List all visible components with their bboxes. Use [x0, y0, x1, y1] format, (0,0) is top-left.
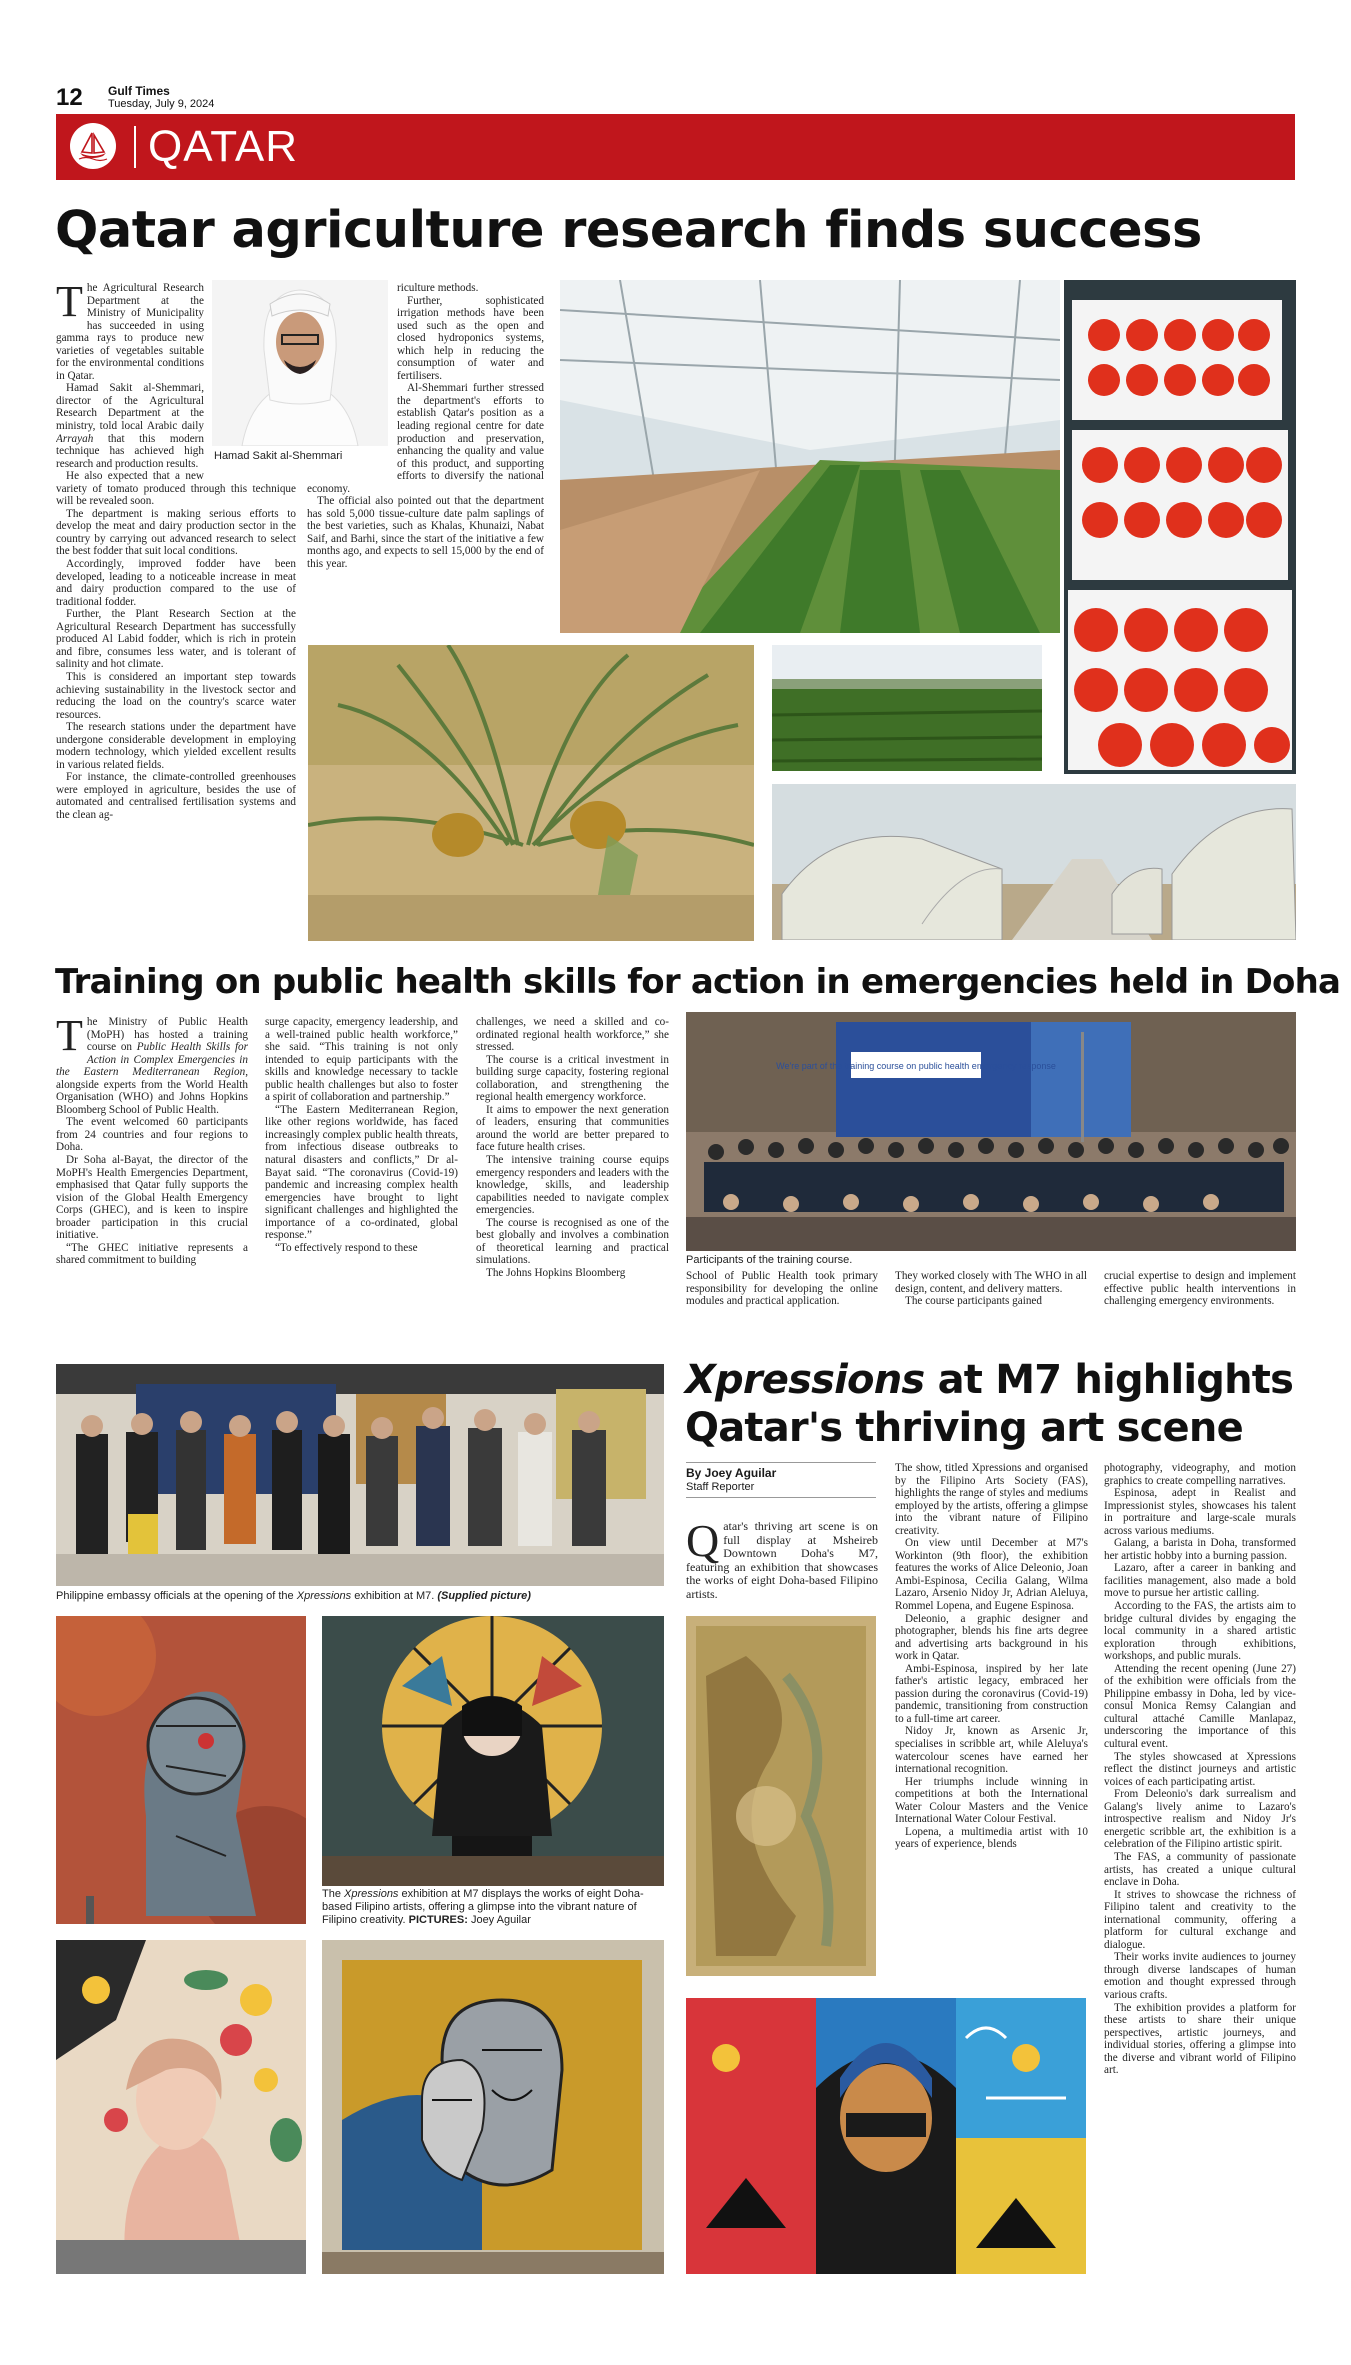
story1-dropcap: T [56, 282, 83, 326]
byline-role: Staff Reporter [686, 1481, 755, 1493]
story3-right-p1: photography, videography, and motion graphics to create compelling narratives. [1104, 1462, 1296, 1487]
story3-lead [686, 1520, 878, 1614]
art-caption-credit-label: PICTURES: [408, 1914, 468, 1926]
story1-headline: Qatar agriculture research finds success [55, 201, 1202, 260]
story2-col1 [56, 1016, 248, 1342]
story2-c5-p1: They worked closely with The WHO in all design, content, and delivery matters. [895, 1270, 1087, 1295]
abstract-painting-photo [686, 1616, 876, 1976]
byline: By Joey Aguilar [686, 1466, 777, 1480]
story2-c2-p1: surge capacity, emergency leadership, and a well-trained public health workforce,” she said. “This training is not only intended to equip participants with the skills and knowledge necessary to tackle public health challenges but also to foster a spirit of collaboration and partnership.” [265, 1016, 458, 1104]
story1-col1 [56, 282, 296, 942]
story2-c3-p5: The course is recognised as one of the best globally and involves a combination of theoretical learning and practical simulations. [476, 1216, 669, 1267]
story2-dropcap: T [56, 1016, 83, 1060]
dhow-icon [70, 123, 116, 169]
story2-p2: The event welcomed 60 participants from 24 countries and four regions to Doha. [56, 1116, 248, 1154]
art-caption-pre: The [322, 1888, 345, 1900]
publication-date: Tuesday, July 9, 2024 [108, 98, 215, 110]
embassy-caption-credit: (Supplied picture) [437, 1590, 531, 1602]
story3-mid-p7: Lopena, a multimedia artist with 10 years of experience, blends [895, 1825, 1088, 1851]
story2-col4 [686, 1270, 878, 1342]
story3-mid-p6: Her triumphs include winning in competitions at both the International Water Colour Masters and the Venice International Water Colour Festival. [895, 1775, 1088, 1826]
story1-p6: Further, the Plant Research Section at the Agricultural Research Department has successfully produced Al Labid fodder, which is rich in protein and fibre, consumes less water, and is tolerant of salinity and hot climate. [56, 608, 296, 671]
tomatoes-photo [1064, 280, 1296, 774]
story2-col5 [895, 1270, 1087, 1342]
banner-divider [134, 126, 136, 168]
dhow-logo [70, 123, 116, 169]
story3-right-p3: Galang, a barista in Doha, transformed her artistic hobby into a burning passion. [1104, 1537, 1296, 1562]
story1-p1: he Agricultural Research Department at the Ministry of Municipality has succeeded in using gamma rays to produce new varieties of vegetables suitable for the environmental conditions in Qatar. [56, 282, 204, 382]
story2-course-title: Public Health Skills for Action in Complex Emergencies in the Eastern Mediterranean Region [56, 1041, 248, 1079]
section-title: QATAR [148, 122, 299, 171]
field-photo [772, 645, 1042, 771]
date-palm-photo [308, 645, 754, 941]
story2-c3-p1: challenges, we need a skilled and co-ordinated regional health workforce,” she stressed. [476, 1016, 669, 1054]
story3-right-p7: The styles showcased at Xpressions reflect the distinct journeys and artistic voices of each participating artist. [1104, 1750, 1296, 1788]
story2-col6 [1104, 1270, 1296, 1342]
story3-right-p6: Attending the recent opening (June 27) of the exhibition were officials from the Philippine embassy in Doha, led by vice-consul Monica Remsy Calangian and cultural attaché Camille Manlapaz, underscoring the importance of this cultural event. [1104, 1662, 1296, 1751]
story3-headline-em: Xpressions [685, 1357, 925, 1403]
embassy-caption-pre: Philippine embassy officials at the opening of the [56, 1590, 297, 1602]
training-group-photo [686, 1012, 1296, 1251]
story2-p3: Dr Soha al-Bayat, the director of the MoPH's Health Emergencies Department, emphasised that Qatar fully supports the vision of the Global Health Emergency Corps (GHEC), and is keen to inspire broader participation in this crucial initiative. [56, 1154, 248, 1242]
robot-painting-photo [56, 1616, 306, 1924]
story1-c2-p4: The official also pointed out that the department has sold 5,000 tissue-culture date palm saplings of the best varieties, such as Khalas, Khunaizi, Nabat Saif, and Barhi, since the start of the initiative a few months ago, and expects to sell 15,000 by the end of this year. [307, 495, 544, 571]
story2-c3-p3: It aims to empower the next generation of leaders, ensuring that communities around the world are better prepared to face future health crises. [476, 1103, 669, 1154]
greenhouse-tunnels-photo [772, 784, 1296, 940]
story3-mid-p2: On view until December at M7's Workinton (9th floor), the exhibition features the works of Alice Deleonio, Joan Ambi-Espinosa, Cecilia Galang, Wilma Lazaro, Arsenio Nidoy Jr, Adrian Aleluya, Rommel Lopena, and Eugene Espinosa. [895, 1537, 1088, 1613]
story3-lead-text: atar's thriving art scene is on full display at Msheireb Downtown Doha's M7, featuring an exhibition that showcases the works of eight Doha-based Filipino artists. [686, 1520, 878, 1601]
art-caption-em: Xpressions [344, 1888, 399, 1900]
story2-c5-p2: The course participants gained [905, 1295, 1042, 1308]
story1-p7: This is considered an important step towards achieving sustainability in the livestock sector and reducing the load on the country's scarce water resources. [56, 670, 296, 721]
story2-c3-p4: The intensive training course equips emergency responders and leaders with the knowledge, skills, and leadership capabilities needed to navigate complex emergencies. [476, 1154, 669, 1217]
section-banner [56, 114, 1295, 180]
byline-rule [686, 1462, 876, 1463]
story1-col2 [307, 282, 544, 642]
story3-headline-line1 [685, 1356, 1293, 1404]
story3-right-p5: According to the FAS, the artists aim to bridge cultural divides by engaging the local community in a shared artistic exploration through exhibitions, workshops, and public murals. [1104, 1600, 1296, 1663]
story1-p2-paper: Arrayah [56, 432, 94, 445]
stained-glass-painting-photo [322, 1616, 664, 1886]
story3-mid-p4: Ambi-Espinosa, inspired by her late father's artistic legacy, embraced her passion during the coronavirus (Covid-19) pandemic, transitioning from construction to a full-time art career. [895, 1662, 1088, 1725]
story3-col-mid [895, 1462, 1088, 1992]
story3-right-p12: The exhibition provides a platform for these artists to share their unique perspectives, artistic journeys, and individual stories, offering a glimpse into the diverse and vibrant world of Filipino art. [1104, 2001, 1296, 2077]
story2-c2-p2: “The Eastern Mediterranean Region, like other regions worldwide, has faced increasingly complex public health threats, from infectious disease outbreaks to natural disasters and conflicts,” Dr al-Bayat said. “The coronavirus (Covid-19) pandemic and increasing complex health emergencies have brought to light significant challenges and highlighted the importance of a co-ordinated, global response.” [265, 1103, 458, 1242]
story1-c2-p3: Al-Shemmari further stressed the department's efforts to establish Qatar's position as a leading regional centre for date production and preservation, enhancing the quality and value of this product, and supporting efforts to diversify the national economy. [307, 382, 544, 495]
story2-c3-p6: The Johns Hopkins Bloomberg [486, 1266, 626, 1279]
story1-p8: The research stations under the department have undergone considerable development in employing modern technology, which yielded excellent results in various related fields. [56, 721, 296, 771]
story2-p1 [56, 1016, 248, 1116]
embassy-caption-post: exhibition at M7. [351, 1590, 438, 1602]
embassy-caption-em: Xpressions [296, 1590, 352, 1602]
publication-name: Gulf Times [108, 84, 170, 98]
story3-right-p8: From Deleonio's dark surrealism and Galang's lively anime to Lazaro's introspective realism and Nidoy Jr's energetic scribble art, the exhibition is a celebration of the Filipino artistic spirit. [1104, 1788, 1296, 1851]
art-caption-credit: Joey Aguilar [467, 1914, 531, 1926]
story2-c6-p1: crucial expertise to design and implement effective public health interventions in challenging emergency environments. [1104, 1270, 1296, 1308]
story1-p3: He also expected that a new variety of tomato produced through this technique will be revealed soon. [56, 470, 296, 508]
art-caption-post: exhibition at M7 displays the works of eight Doha-based Filipino artists, offering a glimpse into the vibrant nature of Filipino creativity. [322, 1888, 644, 1926]
story3-right-p11: Their works invite audiences to journey through diverse landscapes of human emotion and thought expressed through various crafts. [1104, 1951, 1296, 2001]
art-exhibition-caption [322, 1888, 670, 1927]
story2-col2 [265, 1016, 458, 1342]
faces-painting-photo [322, 1940, 664, 2274]
story3-headline-line2: Qatar's thriving art scene [685, 1405, 1243, 1451]
story1-p9: For instance, the climate-controlled greenhouses were employed in agriculture, besides the use of automated and centralised fertilisation systems and the clean ag- [56, 771, 296, 821]
story3-right-p10: It strives to showcase the richness of Filipino talent and creativity to the international community, offering a platform for cultural exchange and dialogue. [1104, 1888, 1296, 1951]
embassy-group-photo [56, 1364, 664, 1586]
story3-right-p2: Espinosa, adept in Realist and Impressionist styles, showcases his talent in portraiture and large-scale murals across various mediums. [1104, 1487, 1296, 1537]
mural-painting-photo [686, 1998, 1086, 2274]
story1-c2-p1: riculture methods. [397, 282, 479, 294]
story2-p1b: , alongside experts from the World Health Organisation (WHO) and Johns Hopkins Bloomberg School of Public Health. [56, 1066, 248, 1116]
story2-c3-p2: The course is a critical investment in building surge capacity, fostering regional collaboration, and strengthening the regional health emergency workforce. [476, 1053, 669, 1104]
portrait-caption: Hamad Sakit al-Shemmari [214, 450, 343, 462]
story3-right-p9: The FAS, a community of passionate artists, has created a unique cultural enclave in Doha. [1104, 1850, 1296, 1889]
story3-mid-p3: Deleonio, a graphic designer and photographer, blends his fine arts degree and advertising arts background in his work in Qatar. [895, 1612, 1088, 1663]
story3-mid-p5: Nidoy Jr, known as Arsenic Jr, specialises in scribble art, while Aleluya's watercolour scenes have earned her international recognition. [895, 1725, 1088, 1776]
story3-dropcap: Q [686, 1520, 720, 1566]
page-number: 12 [56, 84, 83, 111]
training-banner-text: We're part of the training course on public health emergency response [776, 1061, 1056, 1071]
story1-p4: The department is making serious efforts to develop the meat and dairy production sector in the country by carrying out advanced research to select the best fodder that suit local conditions. [56, 507, 296, 558]
story3-mid-p1: The show, titled Xpressions and organised by the Filipino Arts Society (FAS), highlights the range of styles and mediums employed by the artists, offering a glimpse into the vibrant nature of Filipino creativity. [895, 1462, 1088, 1537]
embassy-photo-caption [56, 1590, 666, 1603]
story2-c4-p1: School of Public Health took primary responsibility for developing the online modules and practical application. [686, 1270, 878, 1308]
greenhouse-interior-photo [560, 280, 1060, 633]
byline-rule-bottom [686, 1497, 876, 1498]
story2-col3 [476, 1016, 669, 1342]
story2-c2-p3: “To effectively respond to these [275, 1241, 418, 1254]
story1-p2b: that this modern technique has achieved high research and production results. [56, 432, 204, 470]
story1-c2-p2: Further, sophisticated irrigation methods have been used such as the open and closed hydroponics systems, which help in reducing the consumption of water and fertilisers. [397, 294, 544, 382]
story3-col-right [1104, 1462, 1296, 2274]
story2-p1a: he Ministry of Public Health (MoPH) has hosted a training course on [86, 1016, 248, 1054]
story2-headline: Training on public health skills for action in emergencies held in Doha [55, 962, 1341, 1002]
story1-p5: Accordingly, improved fodder have been developed, leading to a noticeable increase in meat and dairy production compared to the use of traditional fodder. [56, 558, 296, 608]
story3-headline-rest: at M7 highlights [924, 1357, 1294, 1403]
story2-p4: “The GHEC initiative represents a shared commitment to building [56, 1241, 248, 1267]
training-photo-caption: Participants of the training course. [686, 1254, 853, 1266]
story3-right-p4: Lazaro, after a career in banking and facilities management, also made a bold move to pursue her artistic calling. [1104, 1562, 1296, 1600]
story1-p2a: Hamad Sakit al-Shemmari, director of the Agricultural Research Department at the ministry, told local Arabic daily [56, 382, 204, 433]
floral-portrait-painting-photo [56, 1940, 306, 2274]
